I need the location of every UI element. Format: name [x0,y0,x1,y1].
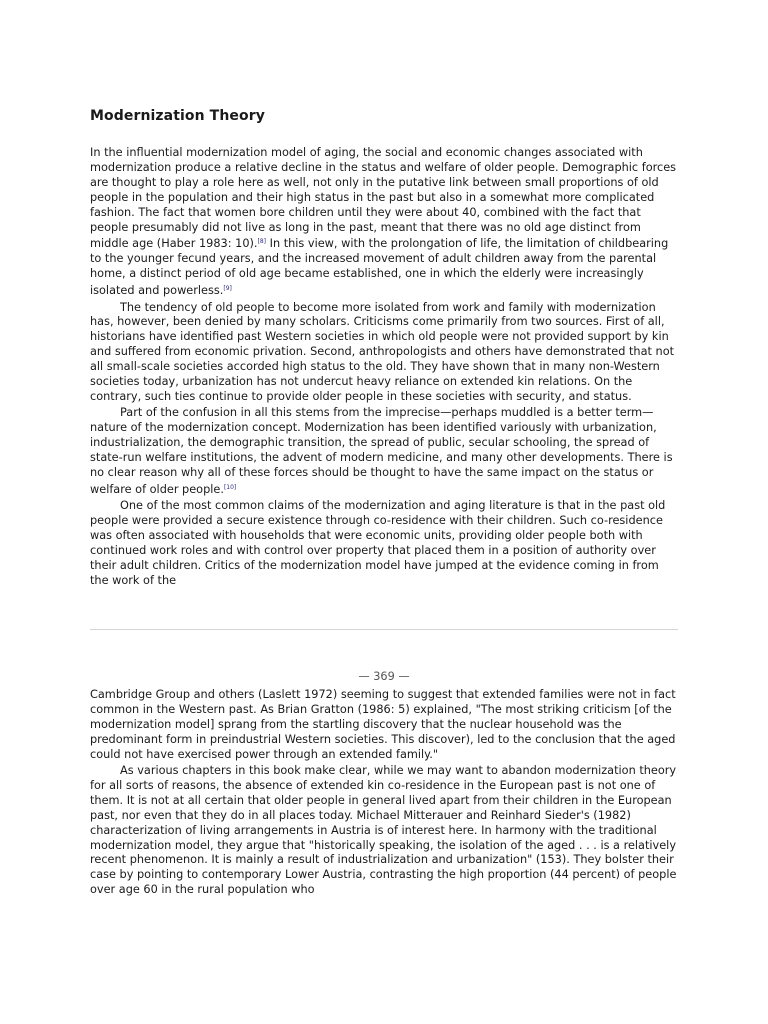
top-text-block [90,146,680,589]
paragraph-1-text-a: In the influential modernization model of aging, the social and economic changes associated with modernization produce a relative decline in the status and welfare of older people. Demographic forces are thought to play a role here as well, not only in the putative link between small proportions of old people in the population and their high status in the past but also in a somewhat more complicated fashion. The fact that women bore children until they were about 40, combined with the fact that people presumably did not live as long in the past, meant that there was no old age distinct from middle age (Haber 1983: 10). [90,146,677,251]
footnote-link-8[interactable]: [8] [257,238,267,246]
section-heading: Modernization Theory [90,108,265,124]
paragraph-5: Cambridge Group and others (Laslett 1972) seeming to suggest that extended families were not in fact common in the Western past. As Brian Gratton (1986: 5) explained, "The most striking criticism [of the modernization model] sprang from the startling discovery that the nuclear household was the predominant form in preindustrial Western societies. This discover), led to the conclusion that the aged could not have exercised power through an extended family." [90,688,676,761]
page-divider [90,629,678,630]
paragraph-3-text: Part of the confusion in all this stems from the imprecise—perhaps muddled is a better term—nature of the modernization concept. Modernization has been identified variously with urbanization, industrialization, the demographic transition, the spread of public, secular schooling, the spread of state-run welfare institutions, the advent of modern medicine, and many other developments. There is no clear reason why all of these forces should be thought to have the same impact on the status or welfare of older people. [90,406,673,496]
paragraph-6: As various chapters in this book make clear, while we may want to abandon modernization theory for all sorts of reasons, the absence of extended kin co-residence in the European past is not one of them. It is not at all certain that older people in general lived apart from their children in the European past, nor even that they do in all places today. Michael Mitterauer and Reinhard Sieder's (1982) characterization of living arrangements in Austria is of interest here. In harmony with the traditional modernization model, they argue that "historically speaking, the isolation of the aged . . . is a relatively recent phenomenon. It is mainly a result of industrialization and urbanization" (153). They bolster their case by pointing to contemporary Lower Austria, contrasting the high proportion (44 percent) of people over age 60 in the rural population who [90,764,677,897]
paragraph-3 [90,406,680,497]
footnote-link-9[interactable]: [9] [223,285,232,293]
paragraph-2: The tendency of old people to become more isolated from work and family with modernization has, however, been denied by many scholars. Criticisms come primarily from two sources. First of all, historians have identified past Western societies in which old people were not provided support by kin and suffered from economic privation. Second, anthropologists and others have demonstrated that not all small-scale societies accorded high status to the old. They have shown that in many non-Western societies today, urbanization has not undercut heavy reliance on extended kin relations. On the contrary, such ties continue to provide older people in these societies with security, and status. [90,300,675,403]
paragraph-1-text-b: In this view, with the prolongation of life, the limitation of childbearing to the younger fecund years, and the increased movement of adult children away from the parental home, a distinct period of old age became established, one in which the elderly were increasingly isolated and powerless. [90,237,669,298]
bottom-text-block [90,688,680,898]
paragraph-4: One of the most common claims of the modernization and aging literature is that in the past old people were provided a secure existence through co-residence with their children. Such co-residence was often associated with households that were economic units, providing older people both with continued work roles and with control over property that placed them in a position of authority over their adult children. Critics of the modernization model have jumped at the evidence coming in from the work of the [90,499,666,587]
paragraph-1 [90,146,680,299]
footnote-link-10[interactable]: [10] [223,483,237,491]
page-number: — 369 — [358,670,410,683]
